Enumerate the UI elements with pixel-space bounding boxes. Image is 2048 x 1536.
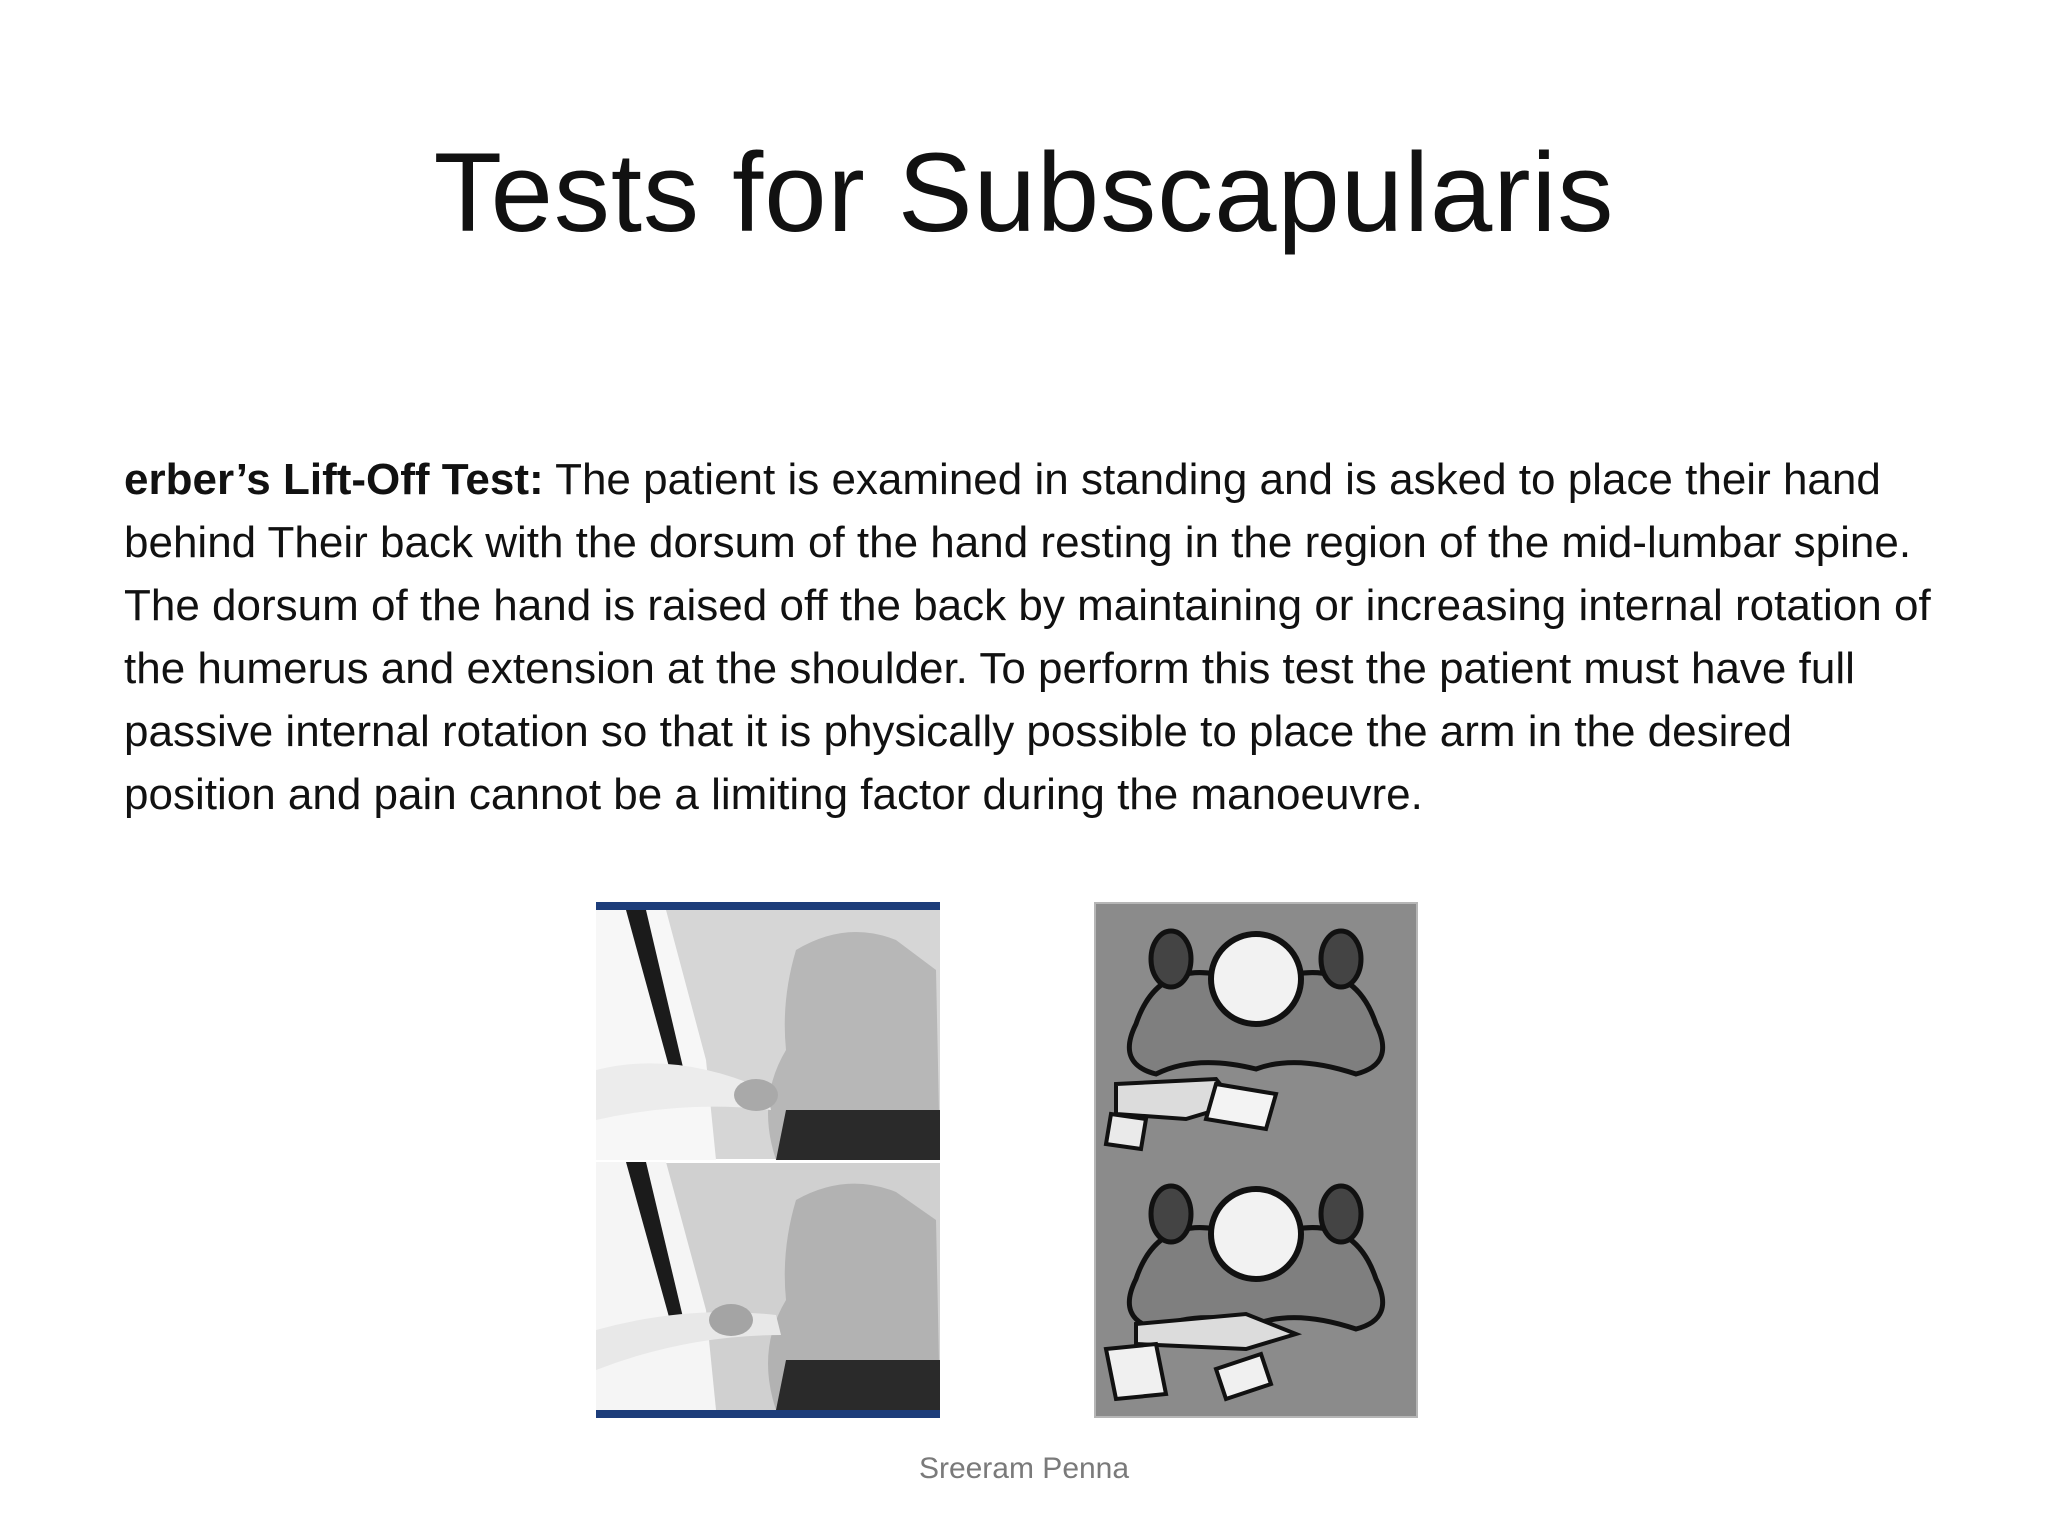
lift-off-photo-illustration	[596, 910, 940, 1410]
test-name: erber’s Lift-Off Test:	[124, 455, 544, 504]
slide-body	[124, 448, 1944, 826]
test-description: The patient is examined in standing and is asked to place their hand behind Their back with the dorsum of the hand resting in the region of the mid-lumbar spine. The dorsum of the hand is raised off the back by maintaining or increasing internal rotation of the humerus and extension at the shoulder. To perform this test the patient must have full passive internal rotation so that it is physically possible to place the arm in the desired position and pain cannot be a limiting factor during the manoeuvre.	[124, 455, 1931, 819]
lift-off-test-drawing	[1094, 902, 1418, 1418]
lift-off-test-photo	[596, 902, 940, 1418]
slide-title: Tests for Subscapularis	[433, 130, 1615, 255]
footer-author: Sreeram Penna	[918, 1452, 1130, 1485]
lift-off-drawing-illustration	[1096, 904, 1416, 1416]
